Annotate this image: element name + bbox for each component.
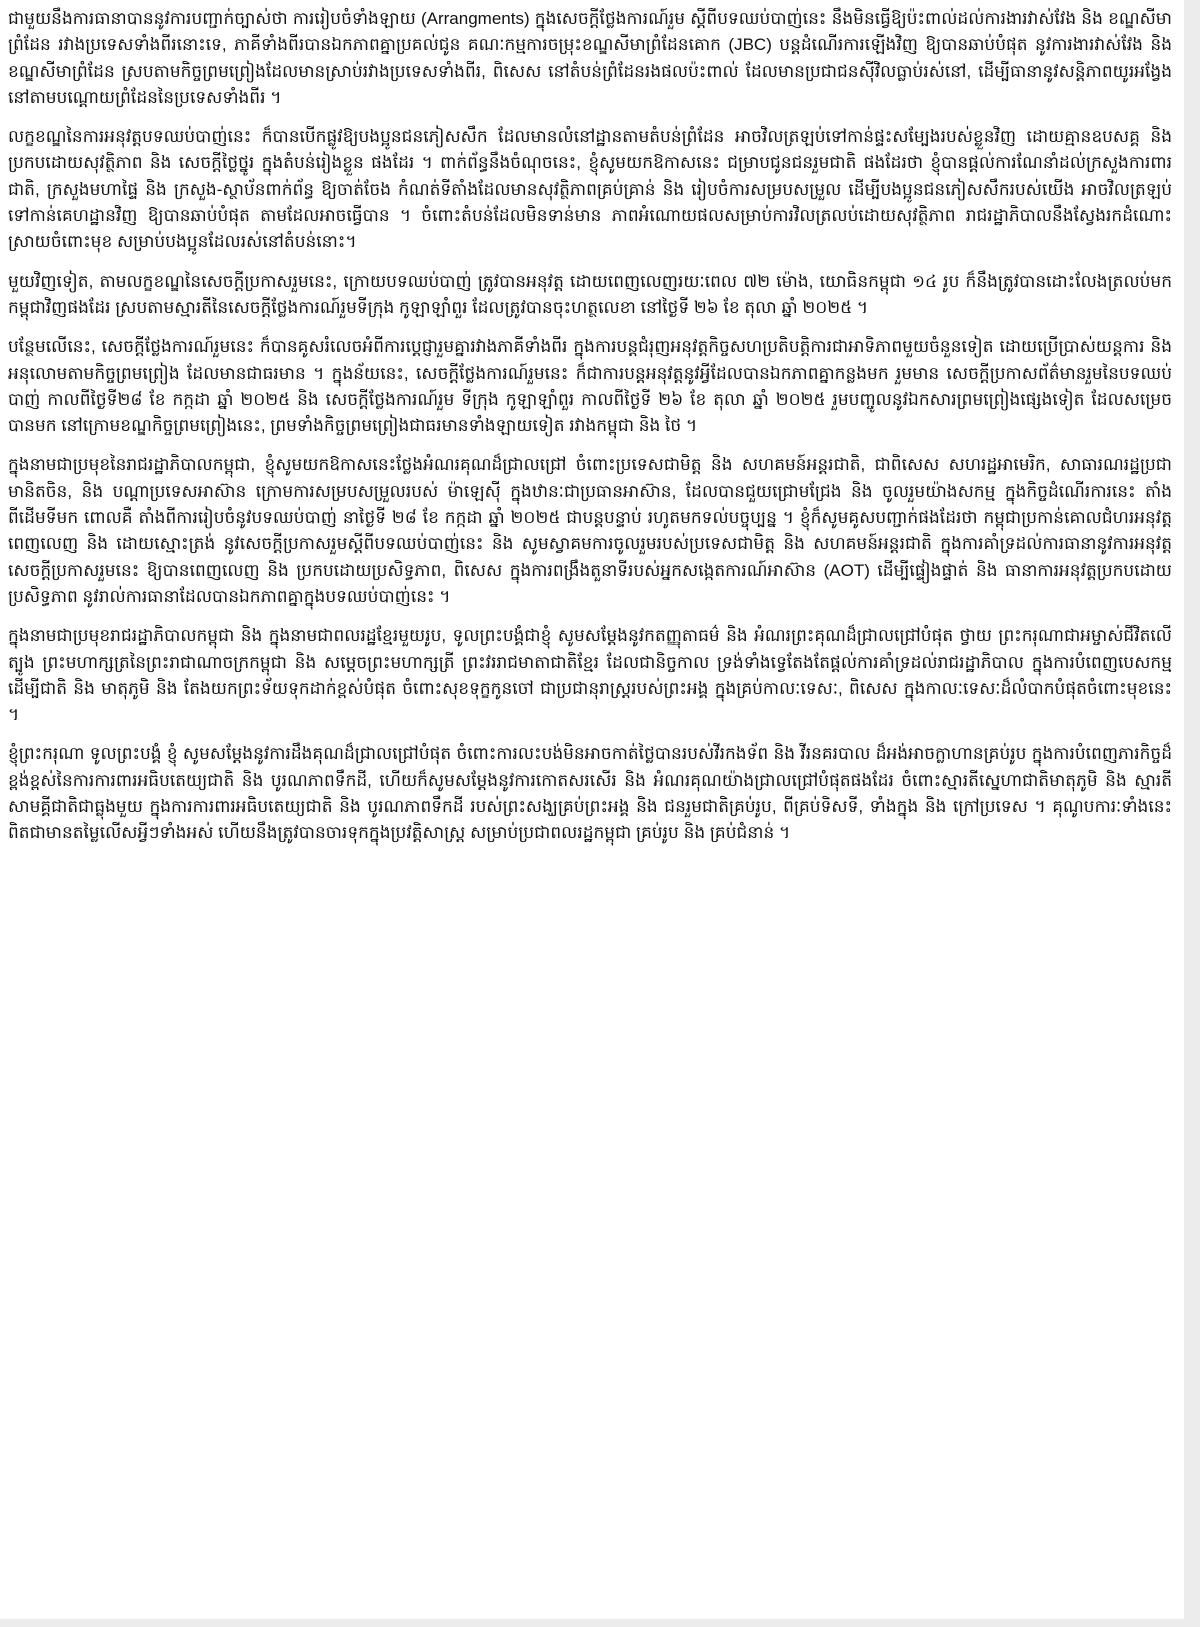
paragraph-continued-cooperation: បន្ថែមលើនេះ, សេចក្តីថ្លែងការណ៍រួមនេះ ក៏បានគូសរំលេចអំពីការប្តេជ្ញារួមគ្នារវាងភាគីទាំងពីរ ក្នុងការបន្តជំរុញអនុវត្តកិច្ចសហប្រតិបត្តិការជាអាទិភាពមួយចំនួនទៀត ដោយប្រើប្រាស់យន្តការ និង អនុលោមតាមកិច្ចព្រមព្រៀង ដែលមានជាធរមាន ។ ក្នុងន័យនេះ, សេចក្តីថ្លែងការណ៍រួមនេះ ក៏ជាការបន្តអនុវត្តនូវអ្វីដែលបានឯកភាពគ្នាកន្លងមក រួមមាន សេចក្តីប្រកាសព័ត៌មានរួមនៃបទឈប់បាញ់ កាលពីថ្ងៃទី២៨ ខែ កក្កដា ឆ្នាំ ២០២៥ និង សេចក្តីថ្លែងការណ៍រួម ទីក្រុង កូឡាឡាំពួរ កាលពីថ្ងៃទី ២៦ ខែ តុលា ឆ្នាំ ២០២៥ រួមបញ្ចូលនូវឯកសារព្រមព្រៀងផ្សេងទៀត ដែលសម្រេចបានមក នៅក្រោមខណ្ឌកិច្ចព្រមព្រៀងនេះ, ព្រមទាំងកិច្ចព្រមព្រៀងជាធរមានទាំងឡាយទៀត រវាងកម្ពុជា និង ថៃ ។ bbox=[8, 337, 1172, 436]
paragraph-thanks-international: ក្នុងនាមជាប្រមុខនៃរាជរដ្ឋាភិបាលកម្ពុជា, ខ្ញុំសូមយកឱកាសនេះថ្លែងអំណរគុណដ៏ជ្រាលជ្រៅ ចំពោះប្រទេសជាមិត្ត និង សហគមន៍អន្តរជាតិ, ជាពិសេស សហរដ្ឋអាមេរិក, សាធារណរដ្ឋប្រជាមានិតចិន, និង បណ្តាប្រទេសអាស៊ាន ក្រោមការសម្របសម្រួលរបស់ ម៉ាឡេស៊ី ក្នុងឋានៈជាប្រធានអាស៊ាន, ដែលបានជួយជ្រោមជ្រែង និង ចូលរួមយ៉ាងសកម្ម ក្នុងកិច្ចដំណើរការនេះ តាំងពីដើមទីមក ពោលគឺ តាំងពីការរៀបចំនូវបទឈប់បាញ់ នាថ្ងៃទី ២៨ ខែ កក្កដា ឆ្នាំ ២០២៥ ជាបន្តបន្ទាប់ រហូតមកទល់បច្ចុប្បន្ន ។ ខ្ញុំក៏សូមគូសបញ្ជាក់ផងដែរថា កម្ពុជាប្រកាន់គោលជំហរអនុវត្តពេញលេញ និង ដោយស្មោះត្រង់ នូវសេចក្តីប្រកាសរួមស្តីពីបទឈប់បាញ់នេះ និង សូមស្វាគមការចូលរួមរបស់ប្រទេសជាមិត្ត និង សហគមន៍អន្តរជាតិ ក្នុងការគាំទ្រដល់ការធានានូវការអនុវត្តសេចក្តីប្រកាសរួមនេះ ឱ្យបានពេញលេញ និង ប្រកបដោយប្រសិទ្ធភាព, ពិសេស ក្នុងការពង្រឹងតួនាទីរបស់អ្នកសង្កេតការណ៍អាស៊ាន (AOT) ដើម្បីផ្ទៀងផ្ទាត់ និង ធានាការអនុវត្តប្រកបដោយប្រសិទ្ធភាព នូវរាល់ការធានាដែលបានឯកភាពគ្នាក្នុងបទឈប់បាញ់នេះ ។ bbox=[8, 455, 1172, 606]
page-right-margin bbox=[1184, 0, 1200, 1627]
paragraph-thanks-monarch: ក្នុងនាមជាប្រមុខរាជរដ្ឋាភិបាលកម្ពុជា និង ក្នុងនាមជាពលរដ្ឋខ្មែរមួយរូប, ទូលព្រះបង្គំជាខ្ញុំ សូមសម្តែងនូវកតញ្ញុតាធម៌ និង អំណរព្រះគុណដ៏ជ្រាលជ្រៅបំផុត ថ្វាយ ព្រះករុណាជាអម្ចាស់ជីវិតលើត្បូង ព្រះមហាក្សត្រនៃព្រះរាជាណាចក្រកម្ពុជា និង សម្តេចព្រះមហាក្សត្រី ព្រះវររាជមាតាជាតិខ្មែរ ដែលជានិច្ចកាល ទ្រង់ទាំងទ្វេតែងតែផ្តល់ការគាំទ្រដល់រាជរដ្ឋាភិបាល ក្នុងការបំពេញបេសកម្ម ដើម្បីជាតិ និង មាតុភូមិ និង តែងយកព្រះទ័យទុកដាក់ខ្ពស់បំផុត ចំពោះសុខទុក្ខកូនចៅ ជាប្រជានុរាស្ត្ររបស់ព្រះអង្គ ក្នុងគ្រប់កាលៈទេសៈ, ពិសេស ក្នុងកាលៈទេសៈដ៏លំបាកបំផុតចំពោះមុខនេះ ។ bbox=[8, 626, 1172, 725]
paragraph-thanks-armed-forces: ខ្ញុំព្រះករុណា ទូលព្រះបង្គំ ខ្ញុំ សូមសម្តែងនូវការដឹងគុណដ៏ជ្រាលជ្រៅបំផុត ចំពោះការលះបង់មិនអាចកាត់ថ្លៃបានរបស់វីរកងទ័ព និង វីរនគរបាល ដ៏អង់អាចក្លាហានគ្រប់រូប ក្នុងការបំពេញភារកិច្ចដ៏ខ្ពង់ខ្ពស់នៃការការពារអធិបតេយ្យជាតិ និង បូរណភាពទឹកដី, ហើយក៏សូមសម្តែងនូវការកោតសរសើរ និង អំណរគុណយ៉ាងជ្រាលជ្រៅបំផុតផងដែរ ចំពោះស្មារតីស្នេហាជាតិមាតុភូមិ និង ស្មារតីសាមគ្គីជាតិជាធ្លុងមួយ ក្នុងការការពារអធិបតេយ្យជាតិ និង បូរណភាពទឹកដី របស់ព្រះសង្ឃគ្រប់ព្រះអង្គ និង ជនរួមជាតិគ្រប់រូប, ពីគ្រប់ទិសទី, ទាំងក្នុង និង ក្រៅប្រទេស ។ គុណូបការៈទាំងនេះ ពិតជាមានតម្លៃលើសអ្វីៗទាំងអស់ ហើយនឹងត្រូវបានចារទុកក្នុងប្រវត្តិសាស្ត្រ សម្រាប់ប្រជាពលរដ្ឋកម្ពុជា គ្រប់រូប និង គ្រប់ជំនាន់ ។ bbox=[8, 744, 1172, 843]
paragraph-refugees-return: លក្ខខណ្ឌនៃការអនុវត្តបទឈប់បាញ់នេះ ក៏បានបើកផ្លូវឱ្យបងប្អូនជនភៀសសឹក ដែលមានលំនៅដ្ឋានតាមតំបន់ព្រំដែន អាចវិលត្រឡប់ទៅកាន់ផ្ទះសម្បែងរបស់ខ្លួនវិញ ដោយគ្មានឧបសគ្គ និង ប្រកបដោយសុវត្ថិភាព និង សេចក្តីថ្លៃថ្នូរ ក្នុងតំបន់រៀងខ្លួន ផងដែរ ។ ពាក់ព័ន្ធនឹងចំណុចនេះ, ខ្ញុំសូមយកឱកាសនេះ ជម្រាបជូនជនរួមជាតិ ផងដែរថា ខ្ញុំបានផ្តល់ការណែនាំដល់ក្រសួងការពារជាតិ, ក្រសួងមហាផ្ទៃ និង ក្រសួង-ស្ថាប័នពាក់ព័ន្ធ ឱ្យចាត់ចែង កំណត់ទីតាំងដែលមានសុវត្ថិភាពគ្រប់គ្រាន់ និង រៀបចំការសម្របសម្រួល ដើម្បីបងប្អូនជនភៀសសឹករបស់យើង អាចវិលត្រឡប់ទៅកាន់គេហដ្ឋានវិញ ឱ្យបានឆាប់បំផុត តាមដែលអាចធ្វើបាន ។ ចំពោះតំបន់ដែលមិនទាន់មាន ភាពអំណោយផលសម្រាប់ការវិលត្រលប់ដោយសុវត្ថិភាព រាជរដ្ឋាភិបាលនឹងស្វែងរកដំណោះស្រាយចំពោះមុខ សម្រាប់បងប្អូនដែលរស់នៅតំបន់នោះ។ bbox=[8, 127, 1172, 252]
paragraph-soldiers-release: មួយវិញទៀត, តាមលក្ខខណ្ឌនៃសេចក្តីប្រកាសរួមនេះ, ក្រោយបទឈប់បាញ់ ត្រូវបានអនុវត្ត ដោយពេញលេញរយៈពេល ៧២ ម៉ោង, យោធិនកម្ពុជា ១៤ រូប ក៏នឹងត្រូវបានដោះលែងត្រលប់មកកម្ពុជាវិញផងដែរ ស្របតាមស្មារតីនៃសេចក្តីថ្លែងការណ៍រួមទីក្រុង កូឡាឡាំពួរ ដែលត្រូវបានចុះហត្ថលេខា នៅថ្ងៃទី ២៦ ខែ តុលា ឆ្នាំ ២០២៥ ។ bbox=[8, 271, 1172, 317]
page-bottom-margin bbox=[0, 1619, 1200, 1627]
paragraph-arrangements-jbc: ជាមួយនឹងការធានាបាននូវការបញ្ជាក់ច្បាស់ថា ការរៀបចំទាំងឡាយ (Arrangments) ក្នុងសេចក្តីថ្លែងការណ៍រួម ស្តីពីបទឈប់បាញ់នេះ នឹងមិនធ្វើឱ្យប៉ះពាល់ដល់ការងារវាស់វែង និង ខណ្ឌសីមាព្រំដែន រវាងប្រទេសទាំងពីរនោះទេ, ភាគីទាំងពីរបានឯកភាពគ្នាប្រគល់ជូន គណៈកម្មការចម្រុះខណ្ឌសីមាព្រំដែនគោក (JBC) បន្តដំណើរការឡើងវិញ ឱ្យបានឆាប់បំផុត នូវការងារវាស់វែង និង ខណ្ឌសីមាព្រំដែន ស្របតាមកិច្ចព្រមព្រៀងដែលមានស្រាប់រវាងប្រទេសទាំងពីរ, ពិសេស នៅតំបន់ព្រំដែនរងផលប៉ះពាល់ ដែលមានប្រជាជនស៊ីវិលធ្លាប់រស់នៅ, ដើម្បីធានានូវសន្តិភាពយូរអង្វែង នៅតាមបណ្តោយព្រំដែននៃប្រទេសទាំងពីរ ។ bbox=[8, 9, 1172, 107]
